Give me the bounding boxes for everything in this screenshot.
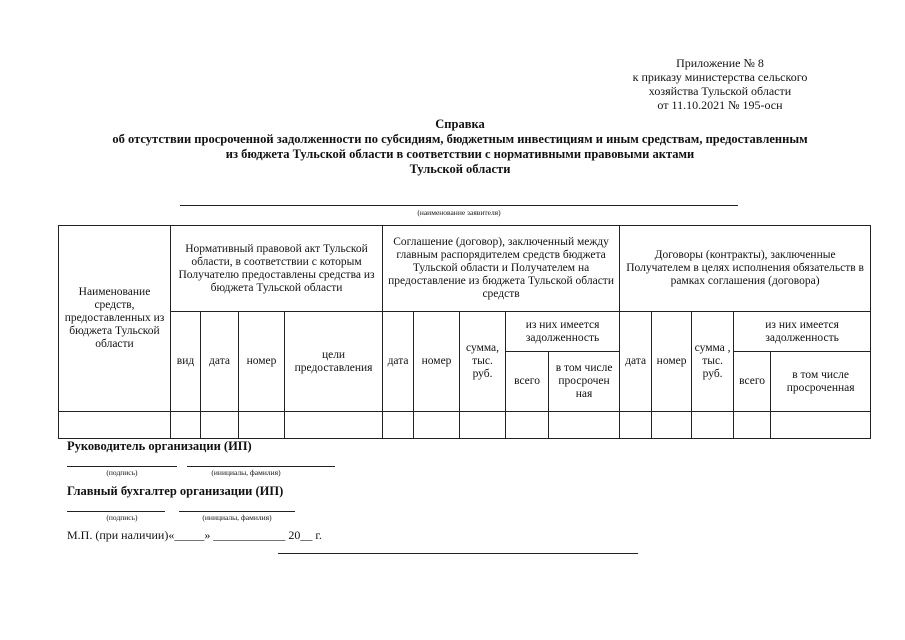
appendix-order-line-2: хозяйства Тульской области: [648, 84, 792, 98]
accountant-signature-title: Главный бухгалтер организации (ИП): [67, 484, 284, 498]
title-subtitle-line-1: об отсутствии просроченной задолженности по субсидиям, бюджетным инвестициям и иным средствам, предоставленным: [112, 132, 808, 146]
document-title: [40, 117, 880, 177]
applicant-caption: (наименование заявителя): [417, 208, 501, 217]
head-signature-line: [67, 466, 177, 467]
header-act-type: вид: [171, 312, 201, 412]
appendix-number: Приложение № 8: [676, 56, 764, 70]
applicant-name-line: [180, 205, 738, 206]
stamp-date-line: М.П. (при наличии)«_____» ____________ 20__ г.: [67, 528, 322, 542]
header-agreement-number: номер: [414, 312, 460, 412]
head-name-caption: (инициалы, фамилия): [211, 468, 281, 477]
empty-cell: [692, 412, 734, 439]
empty-cell: [383, 412, 414, 439]
accountant-name-line: [179, 511, 295, 512]
empty-cell: [549, 412, 620, 439]
title-heading: Справка: [435, 117, 485, 131]
empty-cell: [506, 412, 549, 439]
accountant-signature-caption: (подпись): [106, 513, 138, 522]
header-agreement-date: дата: [383, 312, 414, 412]
title-subtitle-line-2: из бюджета Тульской области в соответствии с нормативными правовыми актами: [225, 147, 695, 161]
header-agreement-debt-overdue: в том числе просрочен ная: [549, 352, 620, 412]
empty-cell: [201, 412, 239, 439]
title-subtitle-line-3: Тульской области: [409, 162, 511, 176]
empty-cell: [734, 412, 771, 439]
header-contract-debt-overdue: в том числе просроченная: [771, 352, 871, 412]
header-agreement-sum: сумма, тыс. руб.: [460, 312, 506, 412]
empty-cell: [771, 412, 871, 439]
appendix-order-line-1: к приказу министерства сельского: [632, 70, 808, 84]
accountant-name-caption: (инициалы, фамилия): [202, 513, 272, 522]
empty-cell: [285, 412, 383, 439]
header-contract-date: дата: [620, 312, 652, 412]
empty-cell: [414, 412, 460, 439]
header-contract-debt-total: всего: [734, 352, 771, 412]
accountant-signature-line: [67, 511, 165, 512]
header-act-purpose: цели предоставления: [285, 312, 383, 412]
table-row: [59, 412, 871, 439]
head-name-line: [187, 466, 335, 467]
empty-cell: [171, 412, 201, 439]
header-legal-act: Нормативный правовой акт Тульской области, в соответствии с которым Получателю предоставлены средства из бюджета Тульской области: [171, 226, 383, 312]
bottom-rule: [278, 553, 638, 554]
header-contract-sum: сумма , тыс. руб.: [692, 312, 734, 412]
empty-cell: [460, 412, 506, 439]
header-contracts: Договоры (контракты), заключенные Получателем в целях исполнения обязательств в рамках соглашения (договора): [620, 226, 871, 312]
header-agreement-debt: из них имеется задолженность: [506, 312, 620, 352]
head-signature-caption: (подпись): [106, 468, 138, 477]
appendix-order-date: от 11.10.2021 № 195-осн: [657, 98, 783, 112]
header-agreement-debt-total: всего: [506, 352, 549, 412]
header-act-number: номер: [239, 312, 285, 412]
debt-table: [58, 225, 871, 439]
head-signature-title: Руководитель организации (ИП): [67, 439, 252, 453]
empty-cell: [652, 412, 692, 439]
empty-cell: [239, 412, 285, 439]
appendix-reference: [600, 56, 840, 112]
header-agreement: Соглашение (договор), заключенный между главным распорядителем средств бюджета Тульской области и Получателем на предоставление из бюджета Тульской области средств: [383, 226, 620, 312]
header-contract-number: номер: [652, 312, 692, 412]
header-contract-debt: из них имеется задолженность: [734, 312, 871, 352]
empty-cell: [620, 412, 652, 439]
header-funds-name: Наименование средств, предоставленных из бюджета Тульской области: [59, 226, 171, 412]
header-act-date: дата: [201, 312, 239, 412]
empty-cell: [59, 412, 171, 439]
